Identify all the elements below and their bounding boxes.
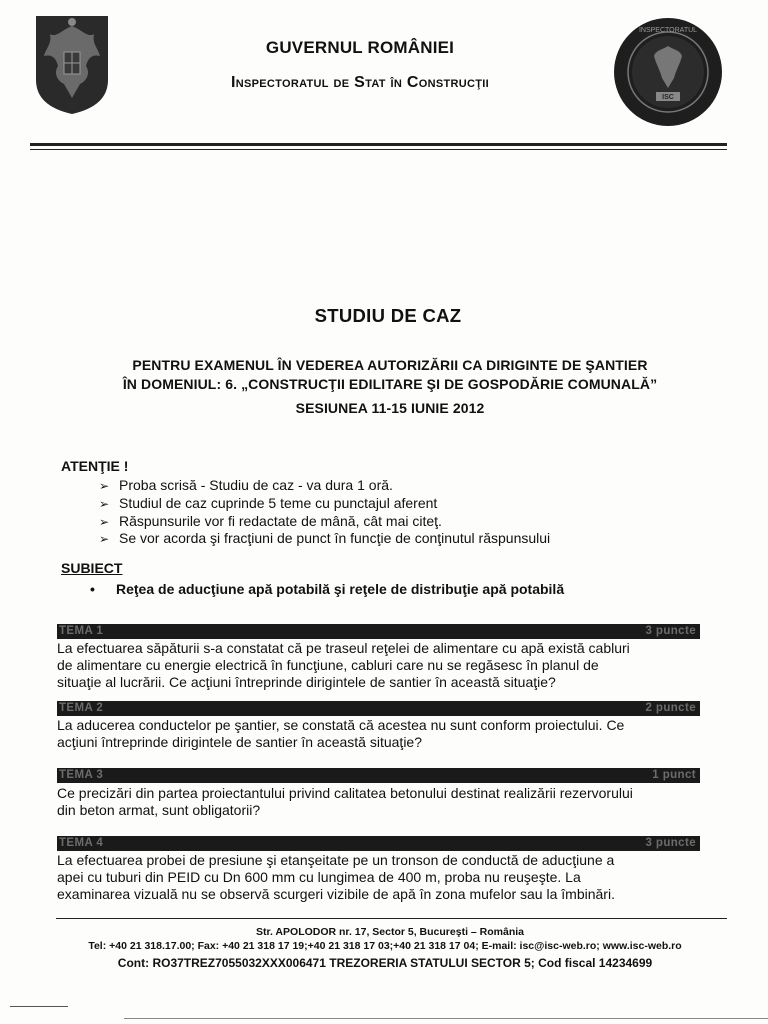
header-rule-thin [30, 149, 727, 150]
footer-account: Cont: RO37TREZ7055032XXX006471 TREZORERIA STATULUI SECTOR 5; Cod fiscal 14234699 [117, 956, 653, 970]
theme-2-question [57, 717, 705, 751]
document-title: STUDIU DE CAZ [314, 305, 462, 326]
question-line: La efectuarea săpăturii s-a constatat că pe traseul reţelei de alimentare cu apă există cabluri [57, 640, 630, 656]
inspectorate-name: Inspectoratul de Stat în Construcţii [231, 74, 489, 91]
attention-heading: ATENŢIE ! [61, 458, 129, 474]
seal-top-text: INSPECTORATUL [638, 27, 698, 34]
subtitle-line-2: ÎN DOMENIUL: 6. „CONSTRUCŢII EDILITARE ŞI DE GOSPODĂRIE COMUNALĂ” [122, 376, 658, 392]
question-line: de alimentare cu energie electrică în funcţiune, cabluri care nu se regăsesc în planul de [57, 657, 599, 673]
attention-item-text: Proba scrisă - Studiu de caz - va dura 1 oră. [119, 477, 393, 493]
footer-contact: Tel: +40 21 318.17.00; Fax: +40 21 318 17 19;+40 21 318 17 03;+40 21 318 17 04; E-mail: isc@isc-web.ro; www.isc-web.ro [88, 940, 682, 952]
header-rule-thick [30, 143, 727, 146]
question-line: examinarea vizuală nu se observă scurgeri vizibile de apă în zona mufelor sau la îmbinări. [57, 886, 615, 902]
seal-mid-text: ISC [662, 94, 674, 101]
subject-item [90, 581, 564, 597]
footer-address: Str. APOLODOR nr. 17, Sector 5, Bucureşti – România [255, 926, 525, 938]
question-line: La aducerea conductelor pe şantier, se constată că acestea nu sunt conform proiectului. Ce [57, 717, 625, 733]
arrow-bullet-icon: ➢ [99, 532, 110, 546]
theme-points: 3 puncte [645, 625, 696, 637]
subject-heading: SUBIECT [61, 560, 123, 576]
arrow-bullet-icon: ➢ [99, 479, 110, 493]
theme-4-bar [57, 836, 700, 851]
theme-label: TEMA 4 [59, 837, 104, 849]
theme-3-bar [57, 768, 700, 783]
arrow-bullet-icon: ➢ [99, 497, 110, 511]
theme-3-question [57, 785, 705, 819]
theme-2-bar [57, 701, 700, 716]
theme-label: TEMA 1 [59, 625, 104, 637]
attention-item-text: Se vor acorda şi fracţiuni de punct în funcţie de conţinutul răspunsului [119, 530, 551, 546]
question-line: La efectuarea probei de presiune şi etanşeitate pe un tronson de conductă de aducţiune a [57, 852, 615, 868]
theme-label: TEMA 2 [59, 702, 104, 714]
page-bottom-rule [124, 1018, 768, 1019]
session-line: SESIUNEA 11-15 IUNIE 2012 [295, 400, 485, 416]
government-name: GUVERNUL ROMÂNIEI [265, 38, 455, 57]
attention-item [99, 477, 393, 493]
attention-item [99, 513, 442, 529]
attention-item-text: Studiul de caz cuprinde 5 teme cu punctajul aferent [119, 495, 438, 511]
footer-rule [56, 918, 727, 919]
attention-item [99, 495, 437, 511]
theme-1-bar [57, 624, 700, 639]
theme-points: 2 puncte [645, 702, 696, 714]
question-line: Ce precizări din partea proiectantului privind calitatea betonului destinat realizării rezervorului [57, 785, 633, 801]
theme-points: 3 puncte [645, 837, 696, 849]
question-line: acţiuni întreprinde dirigintele de santier în această situaţie? [57, 734, 422, 750]
bullet-icon: • [90, 581, 95, 597]
question-line: situaţie al lucrării. Ce acţiuni întreprinde dirigintele de santier în această situaţie? [57, 674, 556, 690]
attention-item-text: Răspunsurile vor fi redactate de mână, cât mai citeţ. [119, 513, 442, 529]
theme-4-question [57, 852, 705, 903]
attention-item [99, 530, 550, 546]
question-line: din beton armat, sunt obligatorii? [57, 802, 261, 818]
page-edge-mark [10, 1006, 68, 1007]
romania-coat-of-arms-logo [32, 8, 112, 116]
theme-1-question [57, 640, 705, 691]
arrow-bullet-icon: ➢ [99, 515, 110, 529]
theme-points: 1 punct [652, 769, 696, 781]
isc-stamp-seal [612, 16, 724, 128]
question-line: apei cu tuburi din PEID cu Dn 600 mm cu lungimea de 400 m, proba nu reuşeşte. La [57, 869, 581, 885]
subject-item-text: Reţea de aducţiune apă potabilă şi reţele de distribuţie apă potabilă [116, 581, 565, 597]
theme-label: TEMA 3 [59, 769, 104, 781]
subtitle-line-1: PENTRU EXAMENUL ÎN VEDEREA AUTORIZĂRII CA DIRIGINTE DE ŞANTIER [132, 357, 648, 373]
